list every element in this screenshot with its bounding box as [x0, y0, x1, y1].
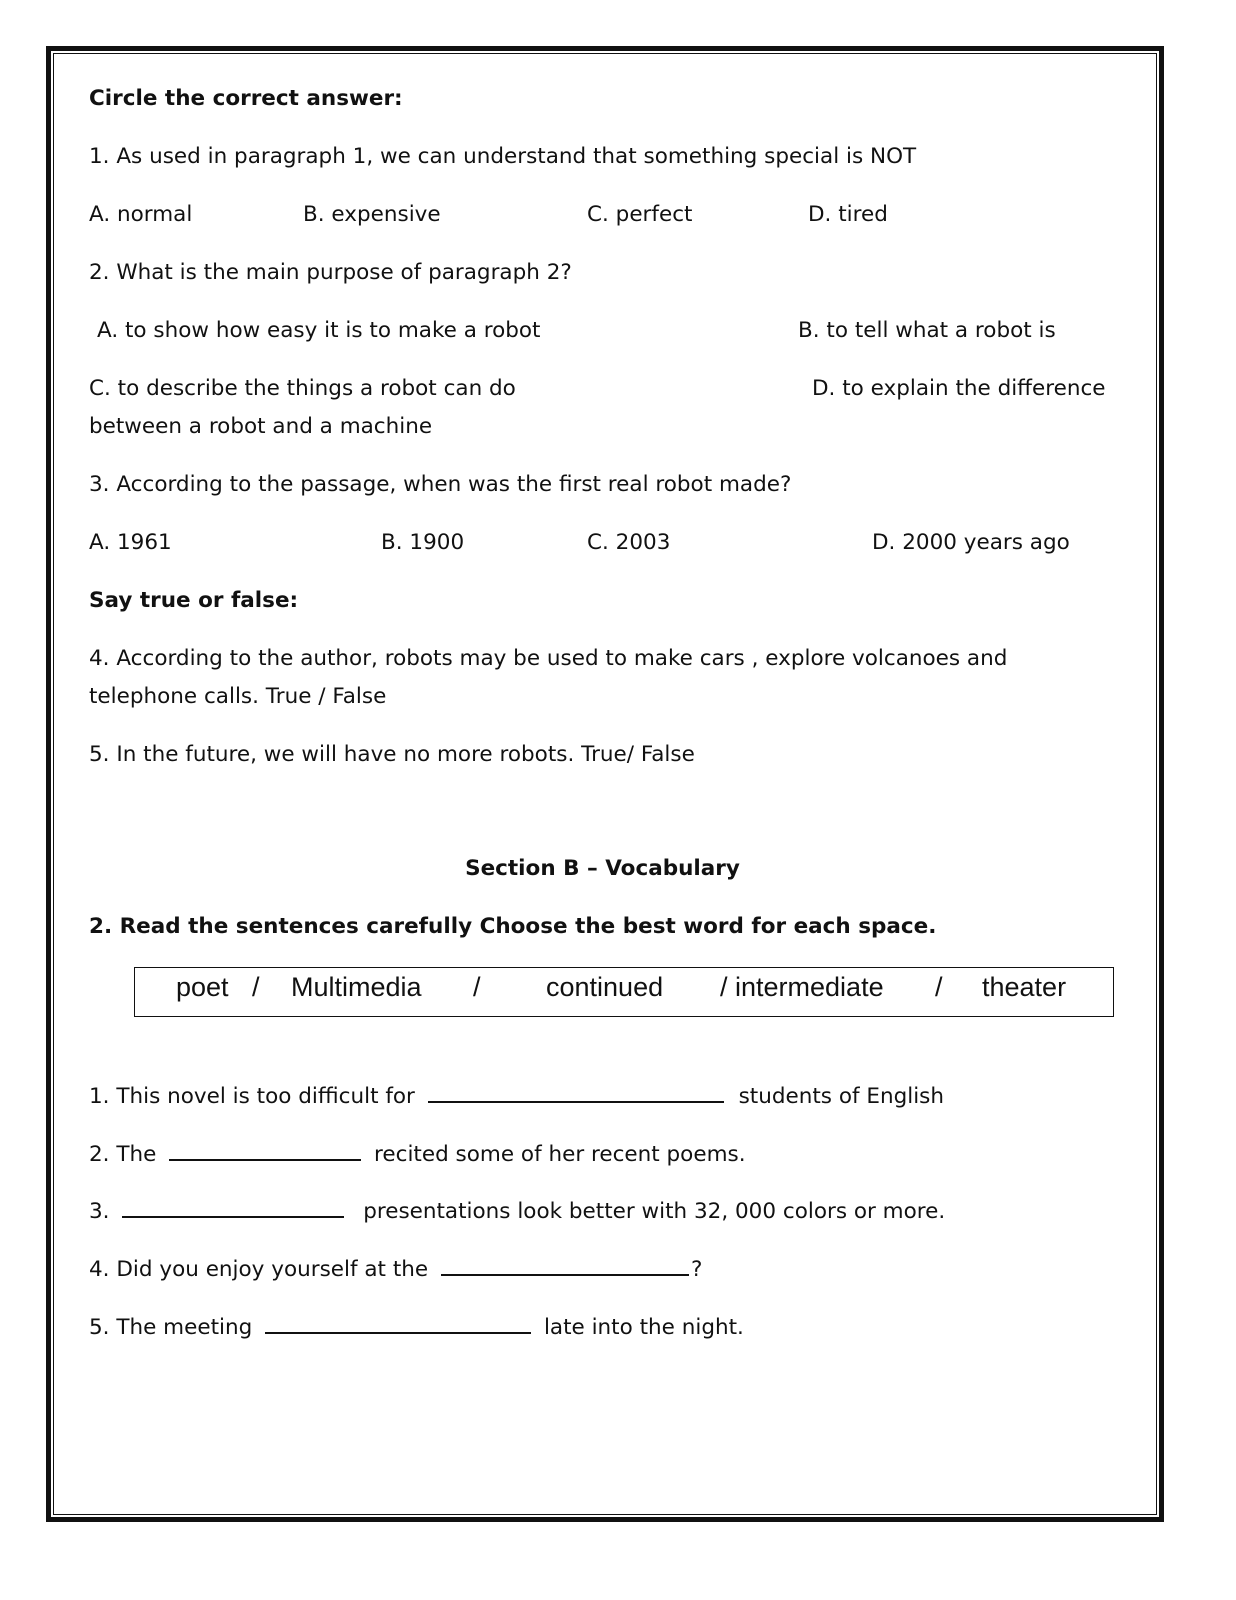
word-multimedia: Multimedia — [291, 972, 422, 1002]
question-2: 2. What is the main purpose of paragraph 2? — [89, 260, 572, 285]
sentence-1-after: students of English — [738, 1084, 945, 1109]
sentence-1-blank[interactable] — [428, 1083, 724, 1103]
question-5[interactable]: 5. In the future, we will have no more robots. True/ False — [89, 742, 695, 767]
sentence-1-before: 1. This novel is too difficult for — [89, 1084, 415, 1109]
sentence-3-blank[interactable] — [122, 1198, 344, 1218]
sentence-5-after: late into the night. — [543, 1315, 744, 1340]
true-false-heading: Say true or false: — [89, 588, 299, 613]
sentence-2-blank[interactable] — [169, 1141, 361, 1161]
sentence-2 — [89, 1141, 746, 1166]
sentence-5 — [89, 1314, 744, 1339]
q2-option-d-continued: between a robot and a machine — [89, 414, 433, 439]
sentence-2-before: 2. The — [89, 1142, 157, 1167]
sentence-4-before: 4. Did you enjoy yourself at the — [89, 1257, 429, 1282]
sentence-4-after: ? — [690, 1257, 703, 1282]
sentence-5-blank[interactable] — [265, 1314, 531, 1334]
q3-option-b[interactable]: B. 1900 — [381, 530, 465, 555]
q2-option-d[interactable]: D. to explain the difference — [812, 376, 1106, 401]
sentence-2-after: recited some of her recent poems. — [374, 1142, 746, 1167]
word-separator: / — [473, 972, 481, 1002]
sentence-3-after: presentations look better with 32, 000 colors or more. — [363, 1199, 946, 1224]
sentence-1 — [89, 1083, 944, 1108]
q1-option-c[interactable]: C. perfect — [587, 202, 693, 227]
question-3: 3. According to the passage, when was the first real robot made? — [89, 472, 792, 497]
q1-option-b[interactable]: B. expensive — [303, 202, 441, 227]
question-4-line-2[interactable]: telephone calls. True / False — [89, 684, 387, 709]
sentence-3 — [89, 1198, 945, 1223]
sentence-5-before: 5. The meeting — [89, 1315, 253, 1340]
sentence-4-blank[interactable] — [441, 1256, 689, 1276]
word-separator: / — [252, 972, 260, 1002]
q3-option-c[interactable]: C. 2003 — [587, 530, 671, 555]
word-intermediate: / intermediate — [720, 972, 884, 1002]
question-1: 1. As used in paragraph 1, we can understand that something special is NOT — [89, 144, 917, 169]
sentence-4 — [89, 1256, 702, 1281]
q3-option-d[interactable]: D. 2000 years ago — [872, 530, 1070, 555]
q2-option-b[interactable]: B. to tell what a robot is — [798, 318, 1056, 343]
word-poet: poet — [176, 972, 229, 1002]
word-continued: continued — [546, 972, 664, 1002]
q3-option-a[interactable]: A. 1961 — [89, 530, 172, 555]
q2-option-a[interactable]: A. to show how easy it is to make a robot — [97, 318, 541, 343]
section-b-instruction: 2. Read the sentences carefully Choose the best word for each space. — [89, 914, 937, 939]
q1-option-d[interactable]: D. tired — [808, 202, 888, 227]
circle-heading: Circle the correct answer: — [89, 86, 403, 111]
q2-option-c[interactable]: C. to describe the things a robot can do — [89, 376, 516, 401]
question-4-line-1: 4. According to the author, robots may be used to make cars , explore volcanoes and — [89, 646, 1008, 671]
sentence-3-before: 3. — [89, 1199, 110, 1224]
section-b-title: Section B – Vocabulary — [465, 856, 740, 881]
word-theater: theater — [982, 972, 1067, 1002]
q1-option-a[interactable]: A. normal — [89, 202, 193, 227]
word-separator: / — [935, 972, 943, 1002]
